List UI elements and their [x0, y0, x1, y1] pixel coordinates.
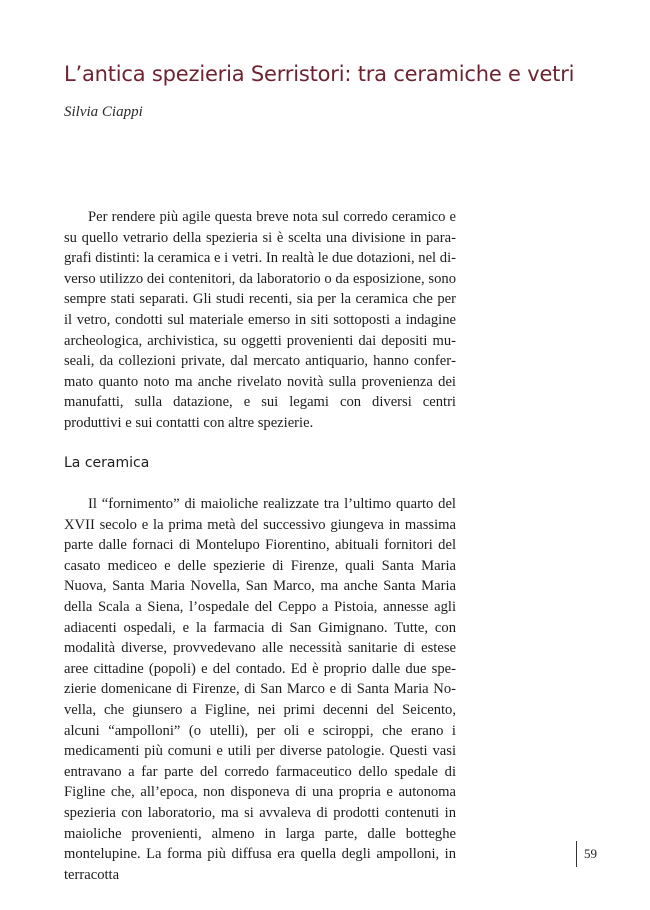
article-title: L’antica spezieria Serristori: tra ceramiche e vetri [64, 62, 575, 86]
intro-paragraph: Per rendere più agile questa breve nota sul corredo ceramico e su quello vetrario della spezieria si è scelta una divisione in paragrafi distinti: la ceramica e i vetri. In realtà le due dotazioni, nel diverso utilizzo dei contenitori, da laboratorio o da esposizione, sono sempre stati separati. Gli studi recenti, sia per la ceramica che per il vetro, condotti sul materiale emerso in siti sottoposti a indagine archeologica, archivistica, su oggetti provenienti dai depositi museali, da collezioni private, dal mercato antiquario, hanno confermato quanto noto ma anche rivelato novità sulla provenienza dei manufatti, sulla datazione, e sui legami con diversi centri produttivi e sui contatti con altre spezierie. [64, 209, 456, 431]
page-number-rule [576, 841, 577, 867]
article-author: Silvia Ciappi [64, 104, 143, 120]
section-heading: La ceramica [64, 455, 150, 471]
section-paragraph: Il “fornimento” di maioliche realizzate tra l’ultimo quarto del XVII secolo e la prima metà del successivo giungeva in massima parte dalle fornaci di Montelupo Fiorentino, abituali fornitori del casato mediceo e delle spezierie di Firenze, quali Santa Maria Nuova, Santa Maria Novella, San Marco, ma anche Santa Maria della Scala a Siena, l’ospedale del Ceppo a Pistoia, annesse agli adiacenti ospedali, e la farmacia di San Gimignano. Tutte, con modalità diverse, provvedevano alle necessità sanitarie di estese aree cittadine (popoli) e del contado. Ed è proprio dalle due spezierie domenicane di Firenze, di San Marco e di Santa Maria Novella, che giunsero a Figline, nei primi decenni del Seicento, alcuni “ampolloni” (o utelli), per oli e sciroppi, che erano i medicamenti più comuni e utili per diverse patologie. Questi vasi entravano a far parte del corredo farmaceutico dello spedale di Figline che, all’epoca, non disponeva di una propria e autonoma spezieria con laboratorio, ma si avvaleva di prodotti contenuti in maioliche provenienti, almeno in larga parte, dalle botteghe montelupine. La forma più diffusa era quella degli ampolloni, in terracotta [64, 496, 456, 883]
intro-block [64, 207, 456, 434]
page-number: 59 [584, 846, 597, 861]
section-ceramica [64, 453, 456, 885]
